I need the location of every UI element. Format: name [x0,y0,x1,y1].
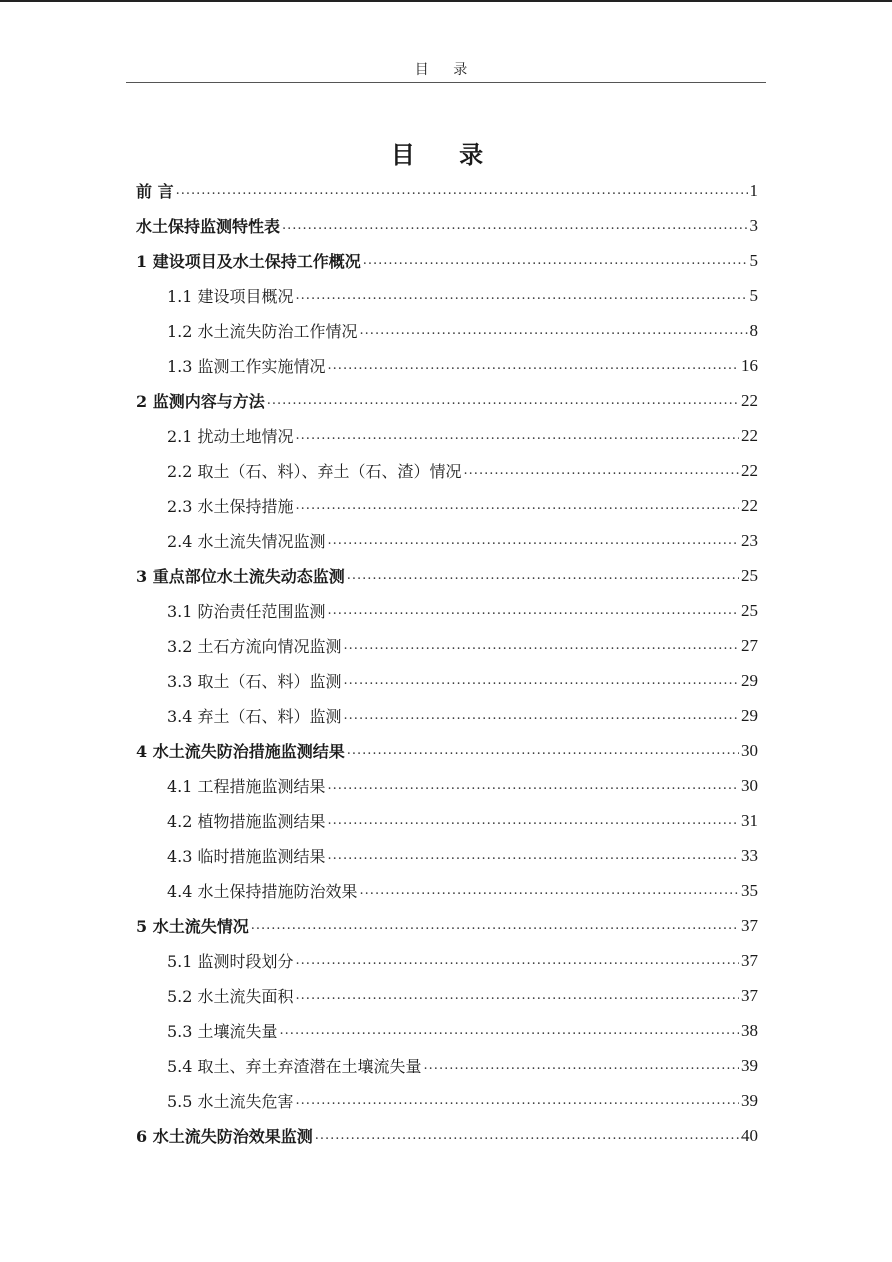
toc-dot-leader [328,813,739,828]
toc-entry[interactable] [136,663,758,698]
toc-dot-leader [296,288,748,303]
toc-dot-leader [344,673,739,688]
toc-entry[interactable] [136,698,758,733]
toc-entry-label: 2.4 水土流失情况监测 [167,532,326,551]
toc-entry-page-number: 37 [741,950,758,970]
toc-entry-label: 3 重点部位水土流失动态监测 [136,567,345,586]
toc-entry-page-number: 31 [741,810,758,830]
toc-dot-leader [267,393,739,408]
toc-entry-page-number: 5 [749,285,758,305]
toc-entry-label: 前 言 [136,182,174,201]
toc-entry-page-number: 22 [741,460,758,480]
toc-dot-leader [296,1093,739,1108]
toc-entry-label: 3.3 取土（石、料）监测 [167,672,342,691]
toc-entry[interactable] [136,1048,758,1083]
toc-entry-label: 水土保持监测特性表 [136,217,281,236]
toc-dot-leader [464,463,739,478]
toc-entry-page-number: 30 [741,740,758,760]
toc-entry-label: 6 水土流失防治效果监测 [136,1127,313,1146]
toc-entry-label: 2 监测内容与方法 [136,392,265,411]
toc-dot-leader [296,498,739,513]
toc-entry-page-number: 39 [741,1055,758,1075]
toc-entry[interactable] [136,313,758,348]
toc-entry-label: 3.1 防治责任范围监测 [167,602,326,621]
page-top-border [0,0,892,2]
toc-entry[interactable] [136,523,758,558]
toc-dot-leader [424,1058,739,1073]
toc-entry-page-number: 37 [741,985,758,1005]
toc-dot-leader [176,183,748,198]
toc-dot-leader [315,1128,739,1143]
toc-entry[interactable] [136,1118,758,1153]
toc-entry-label: 5.3 土壤流失量 [167,1022,278,1041]
toc-entry[interactable] [136,418,758,453]
toc-entry[interactable] [136,453,758,488]
toc-entry[interactable] [136,243,758,278]
toc-entry-label: 3.2 土石方流向情况监测 [167,637,342,656]
toc-entry[interactable] [136,1083,758,1118]
toc-dot-leader [347,743,739,758]
toc-entry[interactable] [136,593,758,628]
toc-entry-page-number: 8 [749,320,758,340]
toc-dot-leader [328,848,739,863]
toc-entry-label: 1.1 建设项目概况 [167,287,294,306]
toc-entry-page-number: 40 [741,1125,758,1145]
toc-entry[interactable] [136,838,758,873]
toc-entry-page-number: 35 [741,880,758,900]
toc-dot-leader [328,603,739,618]
toc-entry-label: 5.5 水土流失危害 [167,1092,294,1111]
toc-entry-page-number: 25 [741,565,758,585]
toc-entry-label: 4 水土流失防治措施监测结果 [136,742,345,761]
toc-entry-label: 4.1 工程措施监测结果 [167,777,326,796]
toc-dot-leader [280,1023,739,1038]
toc-entry-page-number: 30 [741,775,758,795]
toc-entry-page-number: 39 [741,1090,758,1110]
toc-entry-page-number: 3 [749,215,758,235]
toc-dot-leader [347,568,739,583]
toc-dot-leader [360,883,739,898]
toc-entry[interactable] [136,278,758,313]
toc-dot-leader [296,428,739,443]
toc-entry[interactable] [136,348,758,383]
toc-entry[interactable] [136,768,758,803]
toc-entry-label: 2.1 扰动土地情况 [167,427,294,446]
toc-entry-page-number: 16 [741,355,758,375]
toc-dot-leader [363,253,748,268]
toc-entry[interactable] [136,943,758,978]
toc-dot-leader [328,778,739,793]
table-of-contents [136,173,758,1153]
running-header: 目 录 [414,62,478,78]
toc-entry-page-number: 22 [741,495,758,515]
toc-entry[interactable] [136,488,758,523]
toc-entry-page-number: 29 [741,705,758,725]
toc-entry-page-number: 38 [741,1020,758,1040]
toc-title: 目 录 [390,140,502,169]
toc-dot-leader [251,918,739,933]
toc-entry[interactable] [136,173,758,208]
header-rule [126,82,766,83]
toc-dot-leader [328,358,739,373]
toc-dot-leader [328,533,739,548]
toc-entry-page-number: 29 [741,670,758,690]
toc-entry-page-number: 22 [741,390,758,410]
toc-entry-label: 2.2 取土（石、料）、弃土（石、渣）情况 [167,462,462,481]
toc-entry-page-number: 23 [741,530,758,550]
toc-dot-leader [296,988,739,1003]
toc-entry-label: 4.4 水土保持措施防治效果 [167,882,358,901]
toc-entry[interactable] [136,908,758,943]
toc-dot-leader [344,708,739,723]
toc-dot-leader [282,218,747,233]
toc-entry[interactable] [136,628,758,663]
toc-entry-label: 1 建设项目及水土保持工作概况 [136,252,361,271]
toc-entry-label: 4.3 临时措施监测结果 [167,847,326,866]
toc-entry-label: 5.2 水土流失面积 [167,987,294,1006]
toc-entry-label: 5.1 监测时段划分 [167,952,294,971]
toc-entry[interactable] [136,558,758,593]
toc-dot-leader [360,323,748,338]
toc-entry-page-number: 5 [749,250,758,270]
toc-entry-label: 5.4 取土、弃土弃渣潜在土壤流失量 [167,1057,422,1076]
toc-entry[interactable] [136,733,758,768]
toc-entry-label: 1.3 监测工作实施情况 [167,357,326,376]
toc-entry-label: 2.3 水土保持措施 [167,497,294,516]
toc-entry-page-number: 22 [741,425,758,445]
toc-entry-page-number: 33 [741,845,758,865]
toc-entry-label: 1.2 水土流失防治工作情况 [167,322,358,341]
toc-entry[interactable] [136,803,758,838]
toc-entry[interactable] [136,383,758,418]
toc-entry-page-number: 27 [741,635,758,655]
toc-entry[interactable] [136,1013,758,1048]
toc-entry-page-number: 37 [741,915,758,935]
toc-entry-label: 3.4 弃土（石、料）监测 [167,707,342,726]
toc-entry-label: 4.2 植物措施监测结果 [167,812,326,831]
toc-entry-page-number: 1 [749,180,758,200]
toc-dot-leader [344,638,739,653]
toc-entry-page-number: 25 [741,600,758,620]
toc-entry-label: 5 水土流失情况 [136,917,249,936]
toc-entry[interactable] [136,873,758,908]
toc-dot-leader [296,953,739,968]
toc-entry[interactable] [136,208,758,243]
toc-entry[interactable] [136,978,758,1013]
